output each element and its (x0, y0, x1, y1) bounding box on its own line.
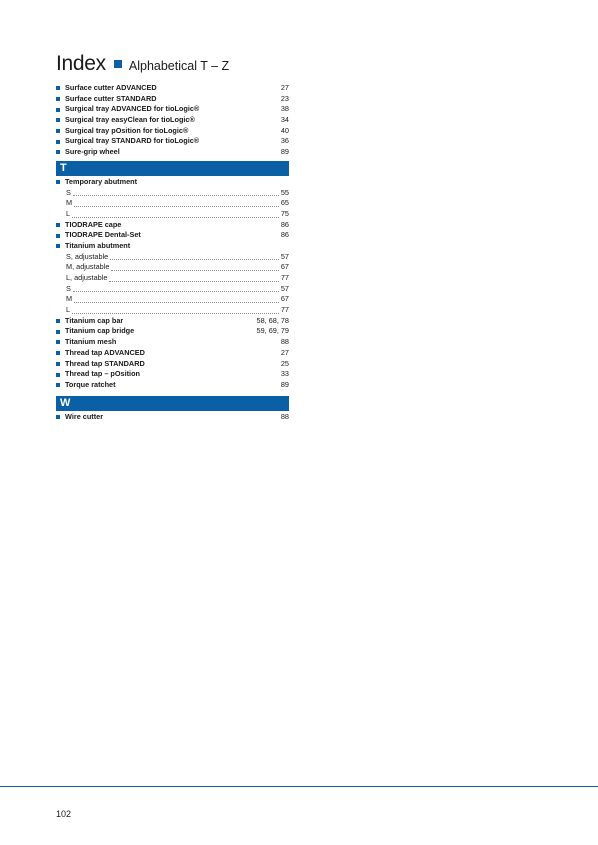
entry-page: 38 (280, 104, 289, 114)
dotted-leader (73, 189, 279, 196)
square-bullet-icon (56, 108, 60, 112)
index-entry[interactable] (56, 83, 289, 94)
subentry-label: M, adjustable (66, 262, 110, 272)
square-bullet-icon (56, 373, 60, 377)
index-entry[interactable] (56, 337, 289, 348)
entry-page: 75 (280, 208, 289, 218)
square-bullet-icon (56, 234, 60, 238)
square-bullet-icon (56, 97, 60, 101)
entry-page: 34 (280, 115, 289, 125)
square-bullet-icon (56, 140, 60, 144)
square-bullet-icon (56, 244, 60, 248)
entry-page: 59, 69, 79 (256, 326, 289, 336)
entry-page: 27 (280, 347, 289, 357)
section-letter-w: W (56, 396, 289, 411)
entry-page: 57 (280, 283, 289, 293)
entry-page: 57 (280, 251, 289, 261)
entry-label: Titanium cap bridge (65, 326, 135, 336)
index-subentry[interactable] (56, 284, 289, 295)
subentry-label: S (66, 283, 71, 293)
dotted-leader (72, 211, 279, 218)
entry-label: TIODRAPE cape (65, 219, 122, 229)
dotted-leader (72, 307, 279, 314)
entry-label: Surgical tray STANDARD for tioLogic® (65, 136, 200, 146)
index-entry[interactable] (56, 316, 289, 327)
entry-page: 67 (280, 262, 289, 272)
entry-page: 88 (280, 411, 289, 421)
square-bullet-icon (56, 86, 60, 90)
entry-label: Surface cutter ADVANCED (65, 83, 157, 92)
index-subentry[interactable] (56, 188, 289, 199)
entry-page: 58, 68, 78 (256, 315, 289, 325)
index-entry[interactable] (56, 241, 289, 252)
entry-page: 55 (280, 187, 289, 197)
subentry-label: S, adjustable (66, 251, 109, 261)
index-entry[interactable] (56, 359, 289, 370)
index-entry[interactable] (56, 326, 289, 337)
square-bullet-icon (56, 319, 60, 323)
page-number: 102 (56, 809, 72, 819)
entry-page: 86 (280, 219, 289, 229)
subentry-label: L, adjustable (66, 273, 108, 282)
square-bullet-icon (56, 150, 60, 154)
index-subentry[interactable] (56, 273, 289, 284)
entry-page: 89 (280, 147, 289, 157)
index-column (56, 83, 289, 422)
index-entry[interactable] (56, 147, 289, 158)
square-bullet-icon (56, 383, 60, 387)
entry-label: Wire cutter (65, 411, 104, 421)
entry-label: Thread tap STANDARD (65, 358, 145, 368)
entry-page: 65 (280, 198, 289, 208)
entry-label: Sure-grip wheel (65, 147, 120, 157)
entry-label: Titanium cap bar (65, 315, 124, 325)
dotted-leader (74, 296, 279, 303)
index-entry[interactable] (56, 348, 289, 359)
subentry-label: M (66, 294, 73, 304)
entry-page: 77 (280, 273, 289, 282)
page-header (56, 52, 229, 76)
entry-page: 40 (280, 125, 289, 135)
index-entry[interactable] (56, 220, 289, 231)
square-bullet-icon (56, 129, 60, 133)
entry-label: Titanium abutment (65, 240, 131, 250)
subentry-label: L (66, 305, 71, 315)
entry-page: 23 (280, 93, 289, 103)
entry-label: Surgical tray easyClean for tioLogic® (65, 115, 195, 125)
index-entry[interactable] (56, 94, 289, 105)
index-entry[interactable] (56, 380, 289, 391)
subentry-label: S (66, 187, 71, 197)
index-subentry[interactable] (56, 198, 289, 209)
square-bullet-icon (56, 180, 60, 184)
square-bullet-icon (56, 223, 60, 227)
entry-page: 89 (280, 379, 289, 389)
index-entry[interactable] (56, 136, 289, 147)
subentry-label: L (66, 208, 71, 218)
dotted-leader (109, 275, 278, 282)
index-subentry[interactable] (56, 262, 289, 273)
square-bullet-icon (56, 118, 60, 122)
index-entry[interactable] (56, 369, 289, 380)
subentry-label: M (66, 198, 73, 208)
index-subentry[interactable] (56, 252, 289, 263)
entry-page: 86 (280, 230, 289, 240)
index-subentry[interactable] (56, 305, 289, 316)
section-letter-t: T (56, 161, 289, 176)
index-entry[interactable] (56, 177, 289, 188)
entry-label: Temporary abutment (65, 176, 138, 186)
square-bullet-icon (114, 60, 122, 68)
entry-label: Thread tap – pOsition (65, 369, 141, 379)
page-title: Index (56, 52, 106, 75)
entry-page: 88 (280, 337, 289, 347)
entry-page: 33 (280, 369, 289, 379)
entry-page: 36 (280, 136, 289, 146)
index-entry[interactable] (56, 230, 289, 241)
dotted-leader (73, 285, 279, 292)
entry-label: Thread tap ADVANCED (65, 347, 145, 357)
index-entry[interactable] (56, 104, 289, 115)
entry-page: 77 (280, 305, 289, 315)
index-subentry[interactable] (56, 209, 289, 220)
footer-rule (0, 786, 598, 787)
index-entry[interactable] (56, 412, 289, 423)
entry-label: Titanium mesh (65, 337, 117, 347)
entry-label: Surface cutter STANDARD (65, 93, 157, 103)
dotted-leader (110, 253, 279, 260)
entry-label: Surgical tray pOsition for tioLogic® (65, 125, 189, 135)
entry-label: Torque ratchet (65, 379, 116, 389)
square-bullet-icon (56, 351, 60, 355)
square-bullet-icon (56, 340, 60, 344)
dotted-leader (111, 264, 278, 271)
index-entry[interactable] (56, 126, 289, 137)
dotted-leader (74, 200, 279, 207)
entry-label: Surgical tray ADVANCED for tioLogic® (65, 104, 200, 114)
page-subtitle: Alphabetical T – Z (128, 59, 230, 73)
entry-label: TIODRAPE Dental-Set (65, 230, 141, 240)
index-subentry[interactable] (56, 294, 289, 305)
square-bullet-icon (56, 362, 60, 366)
square-bullet-icon (56, 415, 60, 419)
entry-page: 25 (280, 358, 289, 368)
square-bullet-icon (56, 330, 60, 334)
entry-page: 67 (280, 294, 289, 304)
index-entry[interactable] (56, 115, 289, 126)
entry-page: 27 (280, 83, 289, 92)
